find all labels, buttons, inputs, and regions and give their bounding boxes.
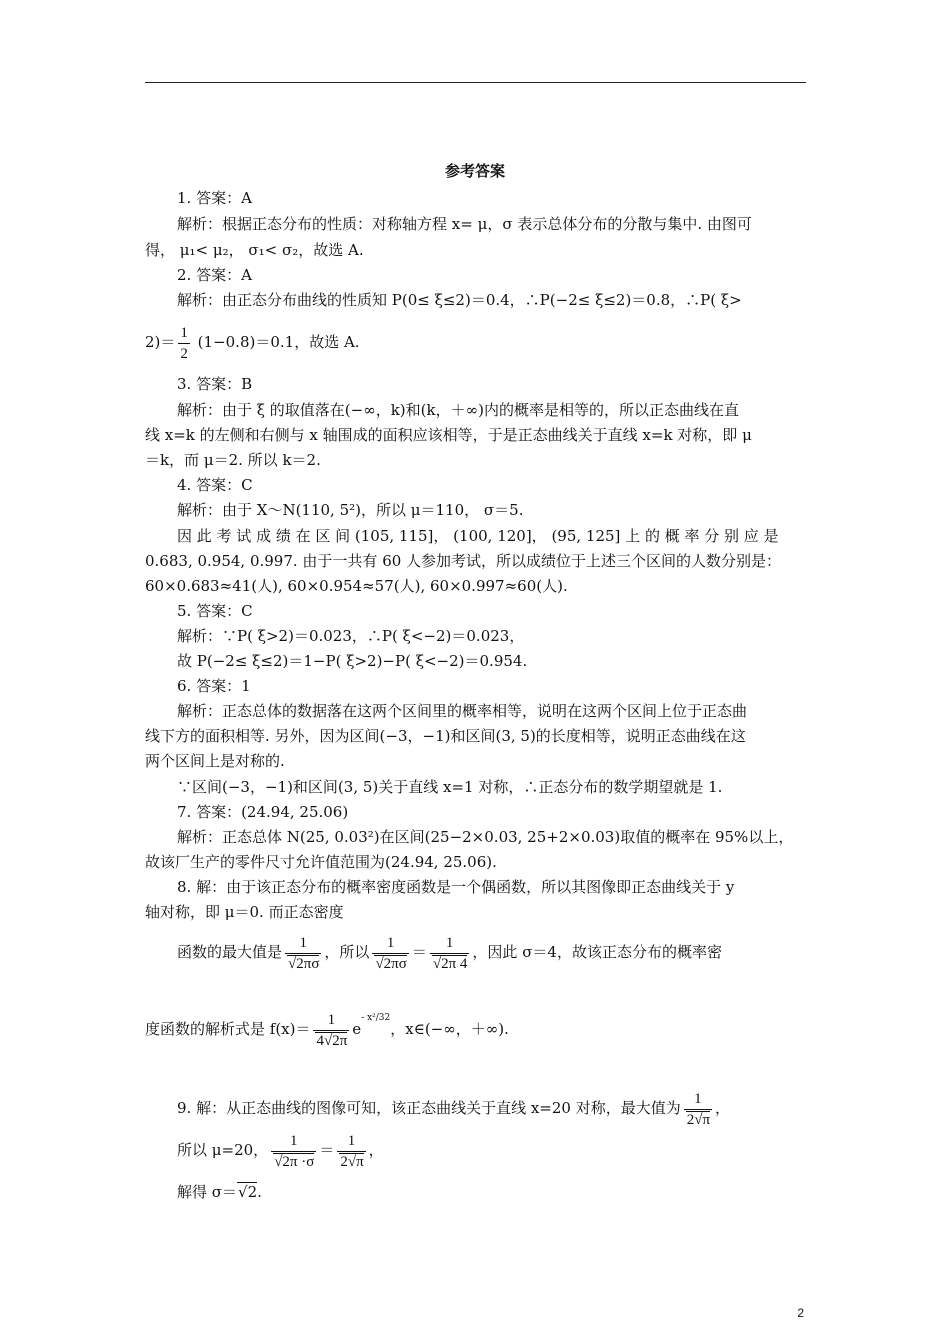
exponential-base: e xyxy=(352,1020,362,1038)
answer-9-mu-line xyxy=(177,1128,842,1172)
fraction-denominator: 2 xyxy=(180,345,188,362)
text-fragment: . xyxy=(257,1183,262,1201)
answer-4-label: 4. 答案：C xyxy=(177,476,253,494)
answer-8-solution: 8. 解：由于该正态分布的概率密度函数是一个偶函数，所以其图像即正态曲线关于 y xyxy=(177,878,735,896)
answer-7-analysis-cont: 故该厂生产的零件尺寸允许值范围为(24.94, 25.06). xyxy=(145,853,497,871)
answer-3-analysis-end: ＝k，而 μ＝2. 所以 k＝2. xyxy=(145,451,321,469)
answer-4-analysis-cont: 因 此 考 试 成 绩 在 区 间 (105, 115]， (100, 120]， (95, 125] 上 的 概 率 分 别 应 是 xyxy=(177,527,779,545)
answer-4-analysis-end: 60×0.683≈41(人), 60×0.954≈57(人), 60×0.997≈60(人). xyxy=(145,577,568,595)
fraction-numerator: 1 xyxy=(430,933,470,954)
header-rule xyxy=(145,82,806,83)
text-fragment: 所以 μ=20， xyxy=(177,1141,269,1159)
fraction-one-half xyxy=(178,323,190,364)
answer-5-label: 5. 答案：C xyxy=(177,602,253,620)
answer-5-analysis-cont: 故 P(−2≤ ξ≤2)＝1−P( ξ>2)−P( ξ<−2)＝0.954. xyxy=(177,652,528,670)
text-fragment: 解得 σ＝ xyxy=(177,1183,238,1201)
text-fragment: (1−0.8)＝0.1，故选 A. xyxy=(192,333,360,351)
fraction-numerator: 1 xyxy=(337,1131,365,1152)
fraction-four xyxy=(430,933,470,974)
fraction-sigma xyxy=(372,933,408,974)
sqrt-expression: √2π ·σ xyxy=(274,1153,315,1170)
text-fragment: ， xyxy=(368,1141,384,1159)
answer-2-analysis: 解析：由正态分布曲线的性质知 P(0≤ ξ≤2)＝0.4，∴P(−2≤ ξ≤2)＝0.8，∴P( ξ> xyxy=(177,291,742,309)
sqrt-expression: √2 xyxy=(238,1183,258,1201)
answer-4-analysis-cont2: 0.683, 0.954, 0.997. 由于一共有 60 人参加考试，所以成绩位于上述三个区间的人数分别是： xyxy=(145,552,782,570)
answer-5-analysis: 解析：∵P( ξ>2)＝0.023，∴P( ξ<−2)＝0.023， xyxy=(177,627,525,645)
page-title: 参考答案 xyxy=(444,162,505,180)
text-fragment: ，因此 σ＝4，故该正态分布的概率密 xyxy=(472,943,722,961)
fraction-max-value xyxy=(285,933,321,974)
fraction-density xyxy=(313,1010,349,1051)
answer-7-analysis: 解析：正态总体 N(25, 0.03²)在区间(25−2×0.03, 25+2×0.03)取值的概率在 95%以上， xyxy=(177,828,794,846)
fraction-denominator xyxy=(337,1152,365,1172)
text-fragment: 度函数的解析式是 f(x)＝ xyxy=(145,1020,311,1038)
fraction-right xyxy=(337,1131,365,1172)
fraction-numerator: 1 xyxy=(684,1089,712,1110)
answer-1-label: 1. 答案：A xyxy=(177,189,252,207)
text-fragment: ，所以 xyxy=(324,943,370,961)
answer-6-analysis: 解析：正态总体的数据落在这两个区间里的概率相等，说明在这两个区间上位于正态曲 xyxy=(177,702,748,720)
equals-sign: ＝ xyxy=(319,1141,335,1159)
fraction-numerator: 1 xyxy=(285,933,321,954)
fraction-max-value xyxy=(684,1089,712,1130)
answer-3-analysis: 解析：由于 ξ 的取值落在(−∞，k)和(k，＋∞)内的概率是相等的，所以正态曲线在直 xyxy=(177,401,739,419)
fraction-denominator xyxy=(313,1031,349,1051)
page-number: 2 xyxy=(797,1306,804,1320)
sqrt-expression: √2πσ xyxy=(375,955,407,972)
answer-1-analysis: 解析：根据正态分布的性质：对称轴方程 x= μ，σ 表示总体分布的分散与集中. 由图可 xyxy=(177,215,752,233)
answer-6-label: 6. 答案：1 xyxy=(177,677,251,695)
sqrt-expression: √2π 4 xyxy=(432,955,468,972)
equals-sign: ＝ xyxy=(411,943,427,961)
fraction-denominator xyxy=(372,954,408,974)
text-fragment: 2)＝ xyxy=(145,333,176,351)
text-fragment: ， xyxy=(715,1099,731,1117)
answer-2-label: 2. 答案：A xyxy=(177,266,252,284)
answer-6-analysis-cont2: 两个区间上是对称的. xyxy=(145,752,285,770)
fraction-numerator: 1 xyxy=(271,1131,316,1152)
fraction-numerator: 1 xyxy=(372,933,408,954)
answer-3-analysis-cont: 线 x=k 的左侧和右侧与 x 轴围成的面积应该相等，于是正态曲线关于直线 x=k 对称，即 μ xyxy=(145,426,752,444)
fraction-denominator xyxy=(430,954,470,974)
answer-4-analysis: 解析：由于 X～N(110, 5²)，所以 μ＝110， σ＝5. xyxy=(177,501,524,519)
answer-8-density-line xyxy=(145,996,810,1051)
sqrt-expression: √2πσ xyxy=(288,955,320,972)
sqrt-expression: 4√2π xyxy=(316,1032,348,1049)
sqrt-expression: 2√π xyxy=(340,1153,364,1170)
answer-3-label: 3. 答案：B xyxy=(177,375,253,393)
fraction-denominator xyxy=(684,1110,712,1130)
answer-6-analysis-end: ∵区间(−3，−1)和区间(3, 5)关于直线 x=1 对称，∴正态分布的数学期望就是 1. xyxy=(177,778,723,796)
text-fragment: 9. 解：从正态曲线的图像可知，该正态曲线关于直线 x=20 对称，最大值为 xyxy=(177,1099,681,1117)
fraction-numerator: 1 xyxy=(313,1010,349,1031)
answer-6-analysis-cont: 线下方的面积相等. 另外，因为区间(−3，−1)和区间(3, 5)的长度相等，说明正态曲线在这 xyxy=(145,727,746,745)
answer-9-result xyxy=(177,1182,842,1202)
answer-9-solution xyxy=(177,1086,842,1130)
answer-8-max-value-line xyxy=(177,930,842,974)
answer-7-label: 7. 答案：(24.94, 25.06) xyxy=(177,803,349,821)
text-fragment: ，x∈(−∞，＋∞). xyxy=(390,1020,509,1038)
fraction-numerator: 1 xyxy=(178,323,190,344)
text-fragment: 函数的最大值是 xyxy=(177,943,283,961)
sqrt-expression: 2√π xyxy=(686,1111,711,1128)
exponent: - x²/32 xyxy=(361,1013,391,1023)
answer-1-analysis-cont: 得， μ₁< μ₂， σ₁< σ₂，故选 A. xyxy=(145,241,364,259)
fraction-denominator xyxy=(285,954,321,974)
fraction-left xyxy=(271,1131,316,1172)
fraction-denominator xyxy=(271,1152,316,1172)
answer-2-analysis-cont xyxy=(145,322,810,364)
answer-8-solution-cont: 轴对称，即 μ＝0. 而正态密度 xyxy=(145,903,344,921)
